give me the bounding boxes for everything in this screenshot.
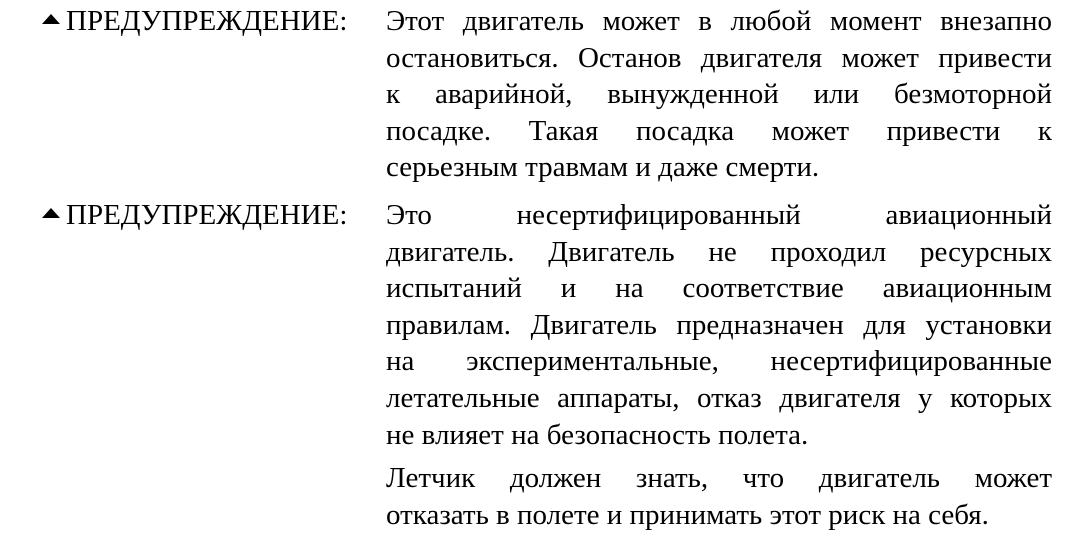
text-line: испытаний и на соответствие авиационным — [386, 272, 1052, 305]
text-line: Летчик должен знать, что двигатель может — [386, 462, 1052, 494]
warning-text — [386, 3, 1052, 186]
text-line: к аварийной, вынужденной или безмоторной — [386, 78, 1052, 111]
triangle-up-icon — [42, 208, 60, 218]
text-line: посадке. Такая посадка может привести к — [386, 114, 1052, 147]
warning-text — [386, 197, 1052, 453]
warning-label-text: ПРЕДУПРЕЖДЕНИЕ: — [66, 199, 348, 231]
text-line: двигатель. Двигатель не проходил ресурсных — [386, 235, 1052, 268]
closing-paragraph — [386, 460, 1052, 533]
warning-label — [42, 3, 347, 39]
text-line: правилам. Двигатель предназначен для установки — [386, 308, 1052, 341]
warning-label — [42, 197, 347, 233]
text-line: на экспериментальные, несертифицированные — [386, 345, 1052, 378]
text-line: отказать в полете и принимать этот риск на себя. — [386, 498, 989, 531]
text-line: летательные аппараты, отказ двигателя у которых — [386, 381, 1052, 414]
text-line: Этот двигатель может в любой момент внезапно — [386, 5, 1052, 37]
text-line: не влияет на безопасность полета. — [386, 418, 809, 451]
text-line: Это несертифицированный авиационный — [386, 199, 1052, 231]
text-line: серьезным травмам и даже смерти. — [386, 151, 820, 184]
text-line: остановиться. Останов двигателя может привести — [386, 41, 1052, 74]
warning-label-text: ПРЕДУПРЕЖДЕНИЕ: — [66, 5, 348, 37]
triangle-up-icon — [42, 14, 60, 24]
